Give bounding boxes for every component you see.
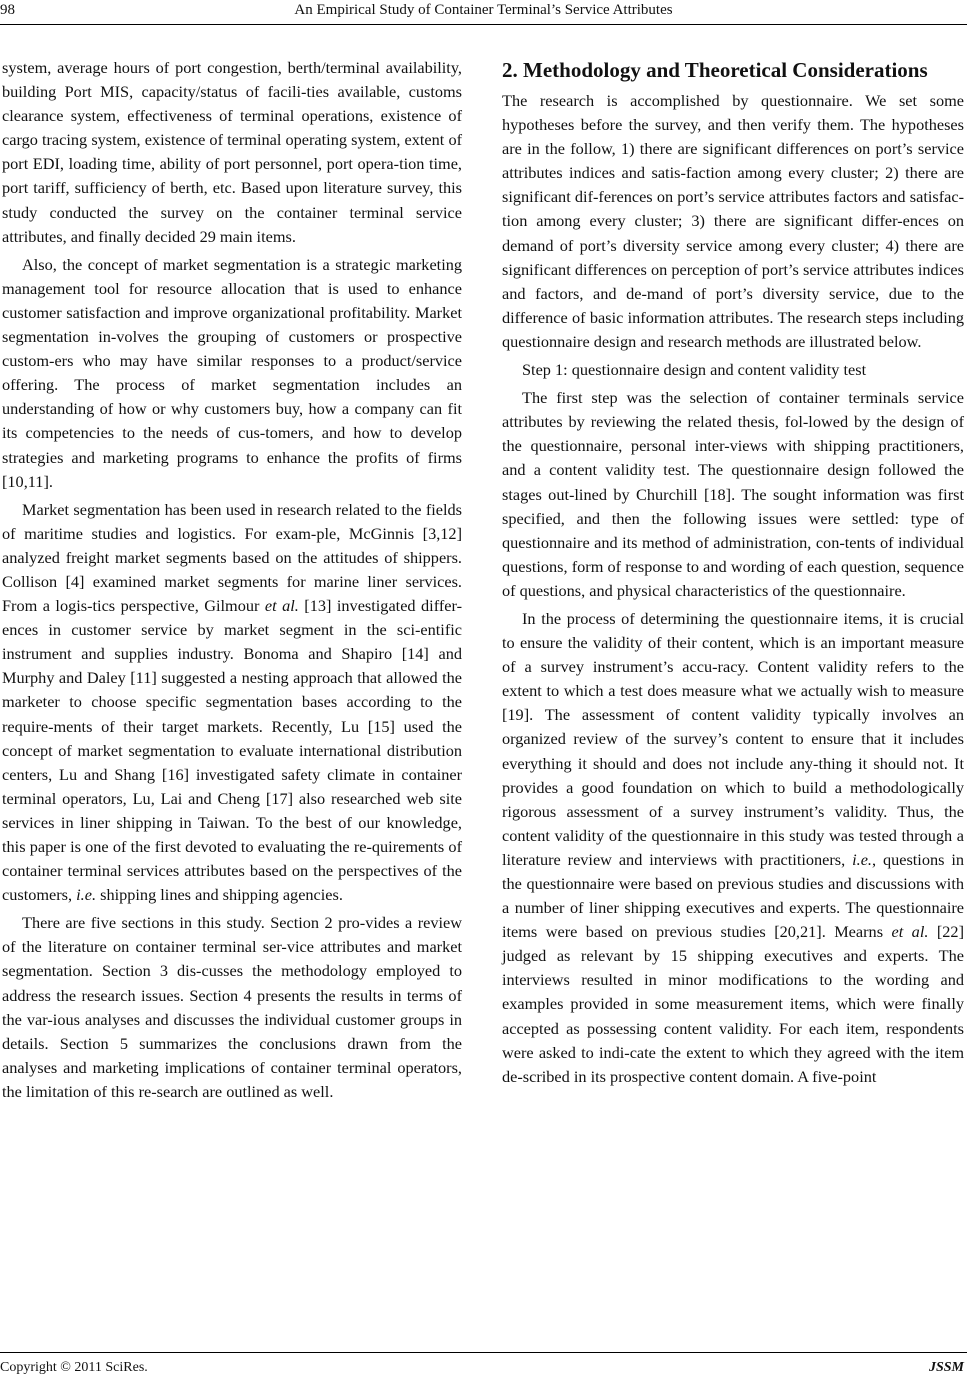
page-number: 98: [0, 2, 15, 18]
right-column: [502, 56, 964, 1089]
paragraph: There are five sections in this study. Section 2 pro-vides a review of the literature on container terminal ser-vice attributes and market segmentation. Section 3 dis-cusses the methodology employed to address the research issues. Section 4 presents the results in terms of the var-ious analyses and discusses the individual customer groups in details. Section 5 summarizes the conclusions drawn from the analyses and marketing implications of container terminal operators, the limitation of this re-search are outlined as well.: [2, 913, 462, 1101]
paragraph: [2, 498, 462, 908]
paragraph: system, average hours of port congestion, berth/terminal availability, building Port MIS, capacity/status of facili-ties available, customs clearance system, effectiveness of terminal operations, existence of cargo tracing system, existence of terminal operating system, extent of port EDI, loading time, ability of port personnel, port opera-tion time, port tariff, sufficiency of berth, etc. Based upon literature survey, this study conducted the survey on the container terminal service attributes, and finally decided 29 main items.: [2, 58, 462, 246]
italic-text: et al.: [891, 922, 929, 942]
text-run: Market segmentation has been used in research related to the fields of maritime studies and logistics. For exam-ple, McGinnis [3,12] analyzed freight market segments based on the attitudes of shippers. Collison [4] examined market segments for marine liner services. From a logis-tics perspective, Gilmour: [2, 499, 462, 616]
footer-rule: [0, 1352, 967, 1353]
running-title: An Empirical Study of Container Terminal’s Service Attributes: [294, 2, 673, 18]
italic-text: i.e.: [76, 885, 97, 905]
text-run: [22] judged as relevant by 15 shipping executives and experts. The interviews resulted in minor modifications to the wording and examples provided in some measurement items, which were finally accepted as possessing content validity. For each item, respondents were asked to indi-cate the extent to which they agreed with the item de-scribed in its prospective content domain. A five-point: [502, 922, 964, 1086]
step-heading: Step 1: questionnaire design and content validity test: [522, 360, 867, 380]
paragraph: [502, 607, 964, 1089]
copyright-notice: Copyright © 2011 SciRes.: [0, 1360, 148, 1375]
paragraph: Also, the concept of market segmentation is a strategic marketing management tool for resource allocation that is used to enhance customer satisfaction and improve organizational profitability. Market segmentation in-volves the grouping of customers or prospective custom-ers who may have similar responses to a product/service offering. The process of market segmentation includes an understanding of how or why customers buy, how a company can fit its competencies to the needs of cus-tomers, and how to develop strategies and marketing programs to enhance the profits of firms [10,11].: [2, 254, 462, 491]
italic-text: i.e.: [852, 849, 872, 869]
header-rule: [0, 24, 967, 25]
text-run: shipping lines and shipping agencies.: [96, 885, 343, 905]
section-heading: 2. Methodology and Theoretical Considerations: [502, 58, 928, 82]
left-column: [2, 56, 462, 1104]
text-run: In the process of determining the questionnaire items, it is crucial to ensure the validity of their content, which is an important measure of a survey instrument’s accu-racy. Content validity refers to the extent to which a test does measure what we actually wish to measure [19]. The assessment of content validity typically involves an organized review of the survey’s content to ensure that it includes everything it should and does not include any-thing it should not. It provides a good foundation on which to build a methodologically rigorous assessment of a survey instrument’s validity. Thus, the content validity of the questionnaire in this study was tested through a literature review and interviews with practitioners,: [502, 608, 964, 869]
text-run: [13] investigated differ-ences in customer service by market segment in the sci-entific instrument and supplies industry. Bonoma and Shapiro [14] and Murphy and Daley [11] suggested a nesting approach that allowed the marketer to choose specific segmentation bases according to the require-ments of their target markets. Recently, Lu [15] used the concept of market segmentation to evaluate international distribution centers, Lu and Shang [16] investigated safety climate in container terminal operators, Lu, Lai and Cheng [17] also researched web site services in liner shipping in Taiwan. To the best of our knowledge, this paper is one of the first devoted to evaluating the re-quirements of container terminal services attributes based on the perspectives of the customers,: [2, 596, 462, 905]
paragraph: The first step was the selection of container terminals service attributes by reviewing the related thesis, fol-lowed by the design of the questionnaire, personal inter-views with shipping practitioners, and a content validity test. The questionnaire design followed the stages out-lined by Churchill [18]. The sought information was first specified, and then the following issues were settled: type of questionnaire and its method of administration, con-tents of individual questions, form of response to and wording of each question, sequence of questions, and physical characteristics of the questionnaire.: [502, 388, 964, 600]
paragraph: The research is accomplished by questionnaire. We set some hypotheses before the survey, and then verify them. The hypotheses are in the follow, 1) there are significant differences on port’s service attributes indices and satis-faction among every cluster; 2) there are significant dif-ferences on port’s service attributes factors and satisfac-tion among every cluster; 3) there are significant differ-ences on demand of port’s diversity service among every cluster; 4) there are significant differences on perception of port’s service attributes indices and factors, and de-mand of port’s diversity service, due to the difference of basic information attributes. The research steps including questionnaire design and research methods are illustrated below.: [502, 91, 964, 351]
journal-abbreviation: JSSM: [928, 1360, 964, 1375]
italic-text: et al.: [264, 596, 299, 616]
text-run: , questions in the questionnaire were based on previous studies and discussions with a number of liner shipping executives and experts. The questionnaire items were based on previous studies [20,21]. Mearns: [502, 849, 964, 942]
